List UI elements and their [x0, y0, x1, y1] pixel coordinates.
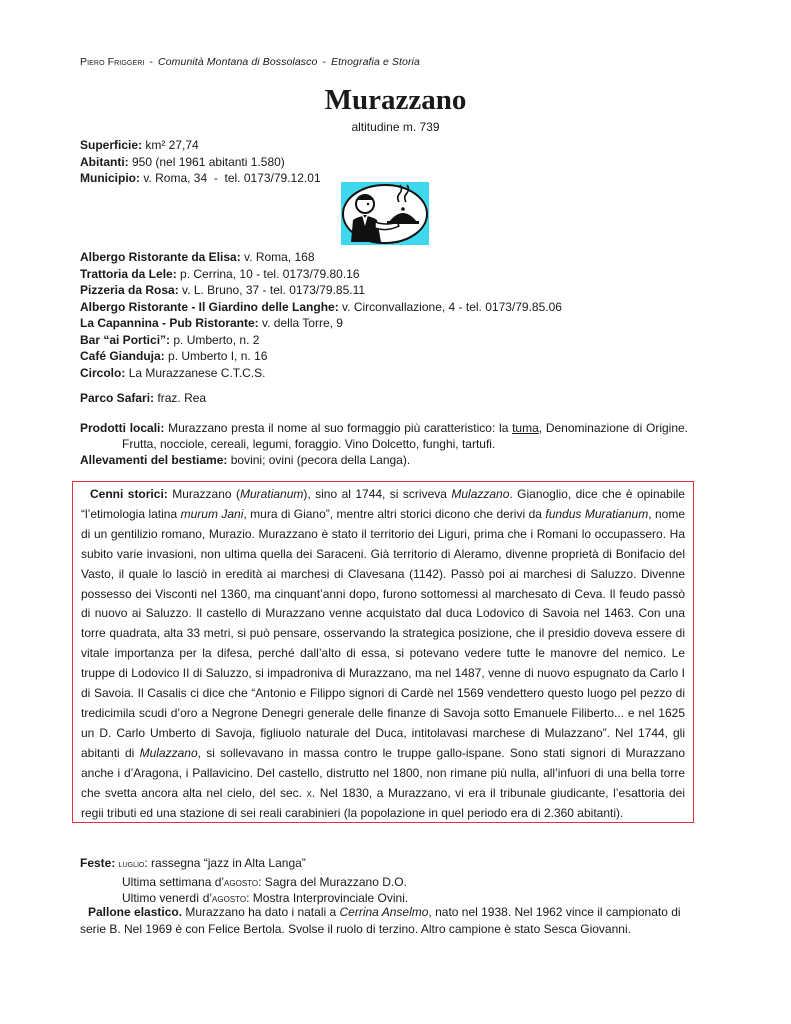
running-header: Piero Friggeri - Comunità Montana di Bossolasco - Etnografia e Storia: [80, 56, 420, 68]
abitanti-value: 950 (nel 1961 abitanti 1.580): [132, 154, 285, 169]
place-item: Café Gianduja: p. Umberto I, n. 16: [80, 349, 268, 363]
waiter-illustration: [341, 182, 429, 245]
superficie-value: km² 27,74: [145, 138, 199, 152]
history-box: [72, 481, 694, 823]
abitanti-line: [80, 154, 321, 171]
place-item: Pizzeria da Rosa: v. L. Bruno, 37 - tel. 0173/79.85.11: [80, 283, 366, 297]
feste-line-2: Ultima settimana d’agosto: Sagra del Murazzano D.O.: [122, 874, 407, 889]
municipio-line: [80, 170, 321, 187]
header-work: Comunità Montana di Bossolasco: [158, 56, 318, 68]
altitude-subtitle: altitudine m. 739: [351, 120, 440, 134]
place-item: Trattoria da Lele: p. Cerrina, 10 - tel. 0173/79.80.16: [80, 266, 360, 281]
municipality-info: [80, 137, 321, 187]
page-title: Murazzano: [324, 84, 467, 116]
waiter-serving-tray-icon: [341, 182, 429, 245]
history-paragraph: Cenni storici: Murazzano (Muratianum), sino al 1744, si scriveva Mulazzano. Gianoglio, dice che è opinabile “l’etimologia latina murum Jani, mura di Giano”, mentre altri storici dicono che derivi da fundus Muratianum, nome di un gentilizio romano, Murazio. Murazzano è stato il territorio dei Liguri, prima che i Romani lo occupassero. Ha subito varie invasioni, non ultima quella dei Saraceni. Già territorio di Aleramo, divenne proprietà di Bonifacio del Vasto, il quale lo lasciò in eredità ai marchesi di Clavesana (1142). Passò poi ai marchesi di Saluzzo. Divenne possesso dei Visconti nel 1360, ma cinquant’anni dopo, furono sottomessi al marchesato di Ceva. Il feudo passò di nuovo ai Saluzzo. Il castello di Murazzano venne acquistato dal duca Lodovico di Savoia nel 1463. Con una torre quadrata, alta 33 metri, si può pensare, osservando la strategica posizione, che il presidio doveva essere di vitale importanza per la difesa, perché dall’alto di essa, si potevano vedere tutte le manovre del nemico. Le truppe di Lodovico II di Saluzzo, si impadroniva di Murazzano, ma nel 1487, venne di nuovo espugnato da Carlo I di Savoia. Il Casalis ci dice che “Antonio e Filippo signori di Cardè nel 1569 vendettero questo luogo pel pezzo di tredicimila scudi d’oro a Negrone Denegri generale delle finanze di Savoja sotto Emanuele Filiberto... e nel 1625 un D. Carlo Umberto di Savoja, figliuolo naturale del Duca, intitolavasi marchese di Mulazzano”. Nel 1744, gli abitanti di Mulazzano, si sollevavano in massa contro le truppe gallo-ispane. Sono stati signori di Murazzano anche i d’Aragona, i Pallavicino. Del castello, distrutto nel 1800, non rimane più nulla, all’infuori di una bella torre che svetta ancora alta nel cielo, del sec. x. Nel 1830, a Murazzano, vi era il tribunale giudicante, l’esattoria dei regii tributi ed una stazione di sei reali carabinieri (la popolazione in quel periodo era di 2.360 abitanti).: [81, 487, 686, 820]
pallone-paragraph: Pallone elastico. Murazzano ha dato i natali a Cerrina Anselmo, nato nel 1938. Nel 1962 vince il campionato di serie B. Nel 1969 è con Felice Bertola. Svolse il ruolo di terzino. Altro campione è stato Sesca Giovanni.: [80, 905, 681, 936]
allevamenti-line: Allevamenti del bestiame: bovini; ovini (pecora della Langa).: [80, 453, 411, 467]
parco-value: fraz. Rea: [157, 391, 207, 405]
place-item: Albergo Ristorante - Il Giardino delle Langhe: v. Circonvallazione, 4 - tel. 0173/79.85.06: [80, 299, 562, 314]
place-item: Bar “ai Portici”: p. Umberto, n. 2: [80, 332, 260, 347]
superficie-label: Superficie:: [80, 138, 143, 152]
place-item: La Capannina - Pub Ristorante: v. della Torre, 9: [80, 316, 343, 330]
feste-section: [80, 855, 408, 907]
feste-line-3: Ultimo venerdì d’agosto: Mostra Interprovinciale Ovini.: [122, 891, 409, 905]
abitanti-label: Abitanti:: [80, 154, 129, 169]
header-section: Etnografia e Storia: [331, 56, 420, 68]
superficie-line: [80, 137, 321, 154]
feste-line-1: Feste: luglio: rassegna “jazz in Alta Langa”: [80, 856, 306, 870]
products-section: [80, 420, 688, 468]
municipio-value: v. Roma, 34 - tel. 0173/79.12.01: [143, 171, 321, 185]
prodotti-paragraph: Prodotti locali: Murazzano presta il nome al suo formaggio più caratteristico: la tuma, Denominazione di Origine. Frutta, nocciole, cereali, legumi, foraggio. Vino Dolcetto, funghi, tartufi.: [80, 421, 689, 451]
parco-label: Parco Safari:: [80, 391, 155, 405]
header-author: Piero Friggeri: [80, 56, 145, 68]
parco-safari-line: [80, 390, 206, 407]
places-list: [80, 249, 562, 381]
place-item: Albergo Ristorante da Elisa: v. Roma, 168: [80, 250, 315, 264]
place-item: Circolo: La Murazzanese C.T.C.S.: [80, 365, 266, 380]
tuma-link: tuma: [512, 421, 539, 435]
municipio-label: Municipio:: [80, 171, 140, 185]
